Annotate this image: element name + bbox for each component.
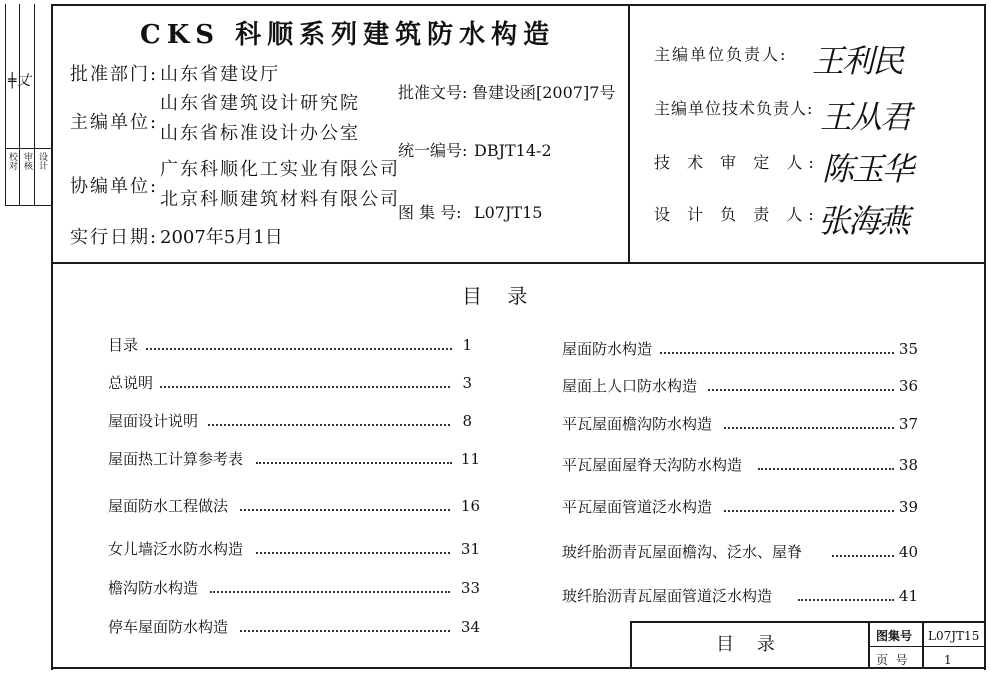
toc-item-label[interactable]: 屋面防水构造 — [562, 340, 653, 358]
approve-dept-value: 山东省建设厅 — [160, 64, 280, 85]
chief-unit-value-2: 山东省标准设计办公室 — [160, 123, 360, 144]
toc-item-page: 16 — [460, 497, 480, 515]
title-block-atlas-value: L07JT15 — [928, 629, 980, 643]
toc-item-label[interactable]: 总说明 — [108, 374, 154, 392]
signature-3: 陈玉华 — [822, 150, 913, 188]
signature-1: 王利民 — [812, 42, 903, 80]
date-label: 实行日期: — [70, 227, 159, 248]
co-unit-value-1: 广东科顺化工实业有限公司 — [160, 159, 400, 180]
title-block-name: 目 录 — [716, 634, 775, 655]
toc-item-page: 40 — [898, 543, 918, 561]
header-divider — [52, 262, 986, 264]
toc-item-page: 33 — [460, 579, 480, 597]
date-value: 2007年5月1日 — [160, 227, 283, 248]
toc-item-label[interactable]: 平瓦屋面檐沟防水构造 — [562, 415, 713, 433]
toc-item-label[interactable]: 目录 — [108, 336, 139, 354]
approve-dept-label: 批准部门: — [70, 64, 159, 85]
toc-item-page: 11 — [460, 450, 480, 468]
signature-4: 张海燕 — [818, 202, 909, 240]
atlas-no-label: 图 集 号: — [398, 203, 462, 222]
toc-item-page: 35 — [898, 340, 918, 358]
unified-no-label: 统一编号: — [398, 141, 468, 160]
toc-item-page: 36 — [898, 377, 918, 395]
toc-item-label[interactable]: 屋面防水工程做法 — [108, 497, 229, 515]
toc-item-label[interactable]: 屋面热工计算参考表 — [108, 450, 244, 468]
header-vertical-divider — [628, 4, 630, 263]
approve-no-label: 批准文号: — [398, 83, 468, 102]
toc-item-page: 8 — [462, 412, 472, 430]
toc-item-page: 41 — [898, 587, 918, 605]
title-block-page-label: 页 号 — [876, 653, 908, 667]
page-title: CKS 科顺系列建筑防水构造 — [140, 20, 556, 50]
responsible-label-2: 主编单位技术负责人: — [654, 99, 814, 118]
chief-unit-value-1: 山东省建筑设计研究院 — [160, 93, 360, 114]
toc-item-label[interactable]: 平瓦屋面管道泛水构造 — [562, 498, 713, 516]
atlas-no-value: L07JT15 — [474, 203, 543, 222]
frame-bottom — [52, 667, 986, 669]
toc-item-page: 3 — [462, 374, 472, 392]
title-block-page-value: 1 — [944, 653, 952, 667]
side-label-design: 设计 — [37, 152, 47, 170]
toc-item-page: 37 — [898, 415, 918, 433]
toc-item-label[interactable]: 停车屋面防水构造 — [108, 618, 229, 636]
toc-item-label[interactable]: 檐沟防水构造 — [108, 579, 199, 597]
side-signatures: ╪ 丈 — [8, 73, 29, 89]
toc-item-label[interactable]: 平瓦屋面屋脊天沟防水构造 — [562, 456, 743, 474]
side-label-review: 审核 — [22, 152, 32, 170]
frame-left — [51, 4, 53, 670]
toc-item-page: 34 — [460, 618, 480, 636]
toc-item-label[interactable]: 屋面上人口防水构造 — [562, 377, 698, 395]
toc-item-label[interactable]: 玻纤胎沥青瓦屋面檐沟、泛水、屋脊 — [562, 543, 803, 561]
signature-2: 王从君 — [820, 98, 911, 136]
frame-right — [984, 4, 986, 670]
toc-item-label[interactable]: 玻纤胎沥青瓦屋面管道泛水构造 — [562, 587, 773, 605]
toc-item-page: 1 — [462, 336, 472, 354]
frame-top — [52, 4, 986, 6]
toc-item-page: 39 — [898, 498, 918, 516]
title-block-atlas-label: 图集号 — [876, 629, 913, 643]
unified-no-value: DBJT14-2 — [474, 141, 552, 160]
toc-item-page: 38 — [898, 456, 918, 474]
responsible-label-4: 设 计 负 责 人: — [654, 205, 820, 224]
responsible-label-1: 主编单位负责人: — [654, 45, 788, 64]
chief-unit-label: 主编单位: — [70, 112, 159, 133]
responsible-label-3: 技 术 审 定 人: — [654, 153, 820, 172]
co-unit-value-2: 北京科顺建筑材料有限公司 — [160, 189, 400, 210]
toc-heading: 目 录 — [462, 284, 528, 308]
approve-no-value: 鲁建设函[2007]7号 — [472, 83, 616, 102]
toc-item-label[interactable]: 屋面设计说明 — [108, 412, 199, 430]
side-label-check: 校对 — [7, 152, 17, 170]
co-unit-label: 协编单位: — [70, 176, 159, 197]
toc-item-page: 31 — [460, 540, 480, 558]
toc-item-label[interactable]: 女儿墙泛水防水构造 — [108, 540, 244, 558]
